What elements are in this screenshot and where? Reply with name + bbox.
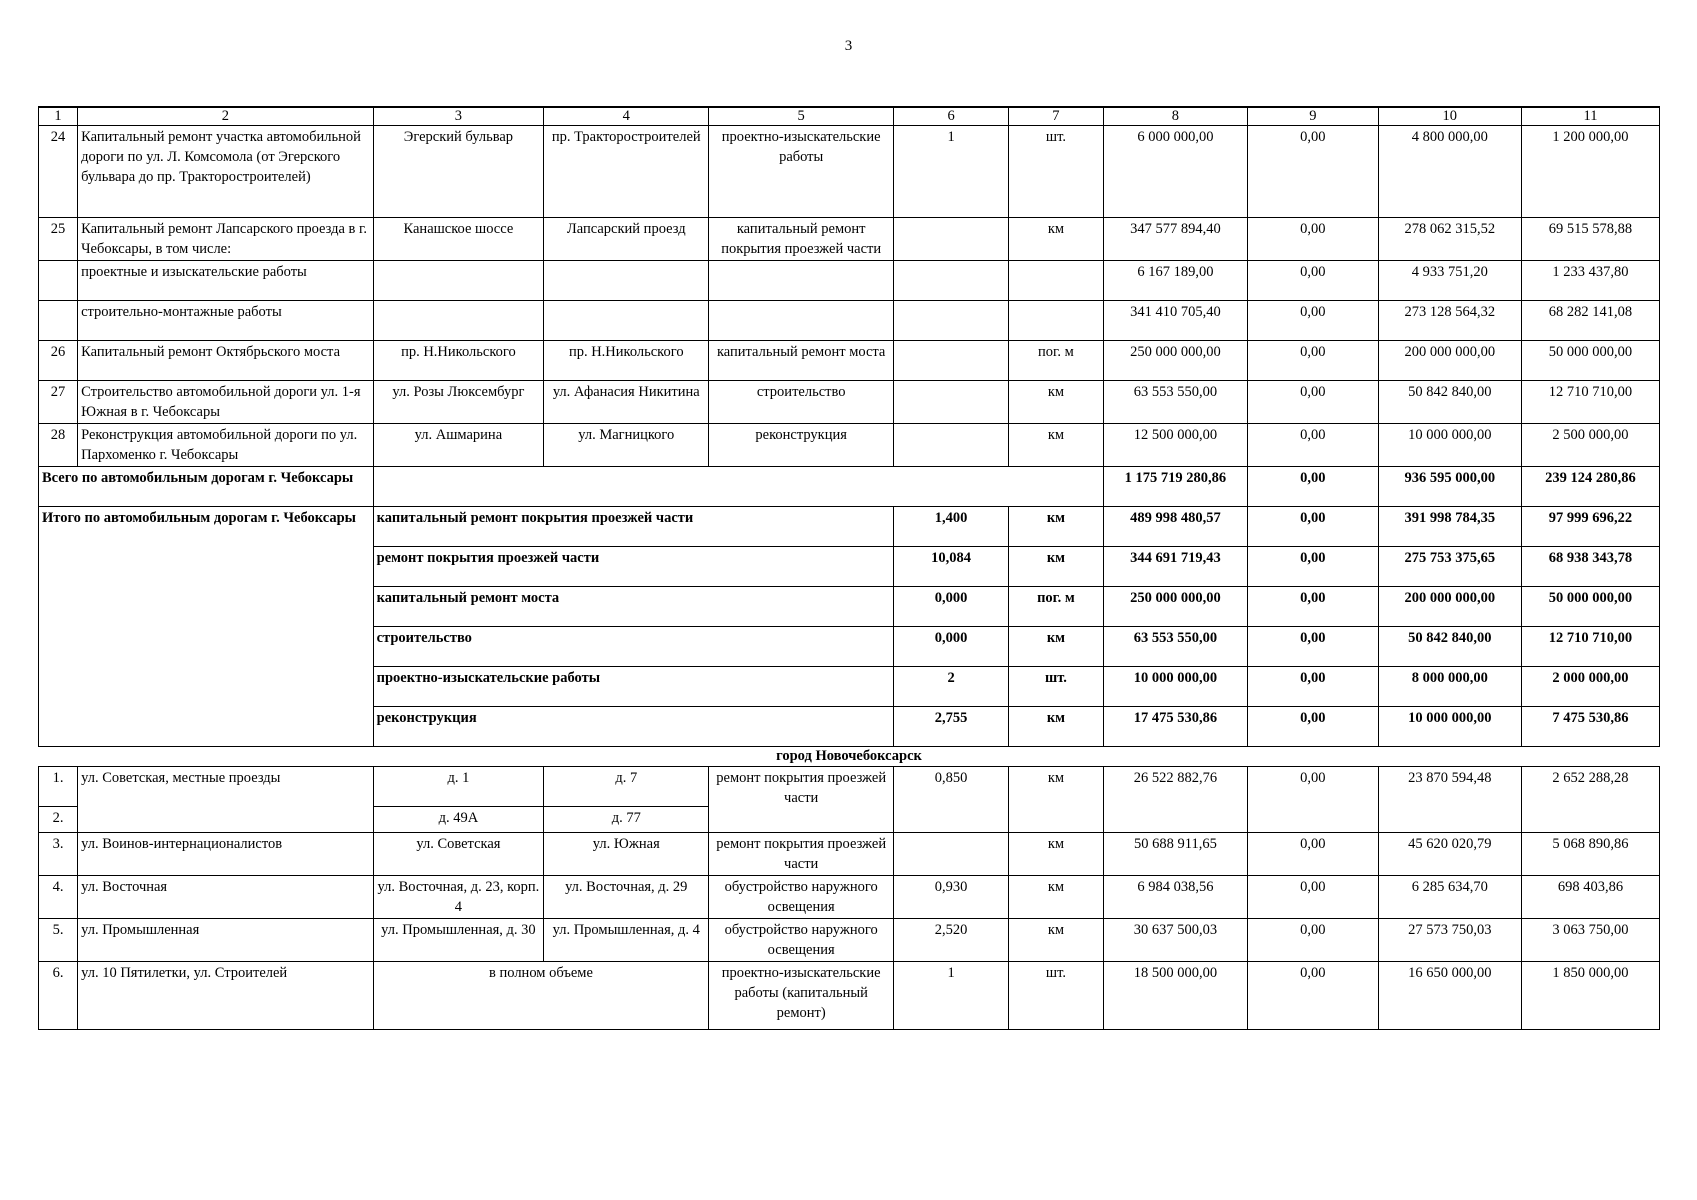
row-number: 3. xyxy=(39,833,78,876)
col9-amount: 0,00 xyxy=(1248,301,1378,341)
unit: км xyxy=(1009,833,1104,876)
total-amount: 17 475 530,86 xyxy=(1103,707,1247,747)
end-point: пр. Н.Никольского xyxy=(544,341,709,381)
city-name: город Новочебоксарск xyxy=(39,747,1660,767)
summary-work-type: ремонт покрытия проезжей части xyxy=(373,547,893,587)
quantity: 1,400 xyxy=(894,507,1009,547)
col10-amount: 4 933 751,20 xyxy=(1378,261,1521,301)
col9-amount: 0,00 xyxy=(1248,767,1378,833)
col10-amount: 275 753 375,65 xyxy=(1378,547,1521,587)
quantity xyxy=(894,218,1009,261)
total-amount: 250 000 000,00 xyxy=(1103,587,1247,627)
col9-amount: 0,00 xyxy=(1248,627,1378,667)
unit: шт. xyxy=(1009,667,1104,707)
work-type: капитальный ремонт моста xyxy=(709,341,894,381)
col11-amount: 97 999 696,22 xyxy=(1521,507,1659,547)
work-type: строительство xyxy=(709,381,894,424)
total-amount: 347 577 894,40 xyxy=(1103,218,1247,261)
col9-amount: 0,00 xyxy=(1248,962,1378,1030)
work-type: капитальный ремонт покрытия проезжей части xyxy=(709,218,894,261)
column-number-row xyxy=(39,107,1660,126)
quantity: 2,755 xyxy=(894,707,1009,747)
total-amount: 344 691 719,43 xyxy=(1103,547,1247,587)
col9-amount: 0,00 xyxy=(1248,341,1378,381)
end-point: Лапсарский проезд xyxy=(544,218,709,261)
table-row xyxy=(39,341,1660,381)
table-row xyxy=(39,424,1660,467)
page-number: 3 xyxy=(844,38,853,54)
col10-amount: 23 870 594,48 xyxy=(1378,767,1521,833)
col11-amount: 68 282 141,08 xyxy=(1521,301,1659,341)
col-header: 11 xyxy=(1521,107,1659,126)
col9-amount: 0,00 xyxy=(1248,547,1378,587)
col10-amount: 200 000 000,00 xyxy=(1378,587,1521,627)
col9-amount: 0,00 xyxy=(1248,381,1378,424)
col9-amount: 0,00 xyxy=(1248,707,1378,747)
object-name: Капитальный ремонт Лапсарского проезда в г. Чебоксары, в том числе: xyxy=(78,218,374,261)
table-row xyxy=(39,833,1660,876)
col10-amount: 10 000 000,00 xyxy=(1378,424,1521,467)
work-type: реконструкция xyxy=(709,424,894,467)
end-point: ул. Афанасия Никитина xyxy=(544,381,709,424)
row-number: 5. xyxy=(39,919,78,962)
col10-amount: 10 000 000,00 xyxy=(1378,707,1521,747)
table-row xyxy=(39,301,1660,341)
col-header: 10 xyxy=(1378,107,1521,126)
object-name: ул. Советская, местные проезды xyxy=(78,767,374,833)
total-amount: 489 998 480,57 xyxy=(1103,507,1247,547)
unit: км xyxy=(1009,627,1104,667)
unit: км xyxy=(1009,218,1104,261)
start-point: Эгерский бульвар xyxy=(373,126,544,218)
col11-amount: 1 200 000,00 xyxy=(1521,126,1659,218)
col11-amount: 239 124 280,86 xyxy=(1521,467,1659,507)
total-amount: 12 500 000,00 xyxy=(1103,424,1247,467)
col10-amount: 936 595 000,00 xyxy=(1378,467,1521,507)
quantity: 0,850 xyxy=(894,767,1009,833)
unit: км xyxy=(1009,767,1104,833)
col10-amount: 4 800 000,00 xyxy=(1378,126,1521,218)
col-header: 9 xyxy=(1248,107,1378,126)
unit: км xyxy=(1009,381,1104,424)
col11-amount: 1 850 000,00 xyxy=(1521,962,1659,1030)
unit: шт. xyxy=(1009,126,1104,218)
col10-amount: 50 842 840,00 xyxy=(1378,381,1521,424)
col11-amount: 69 515 578,88 xyxy=(1521,218,1659,261)
row-number: 4. xyxy=(39,876,78,919)
row-number: 6. xyxy=(39,962,78,1030)
col10-amount: 6 285 634,70 xyxy=(1378,876,1521,919)
col11-amount: 698 403,86 xyxy=(1521,876,1659,919)
unit: шт. xyxy=(1009,962,1104,1030)
quantity: 10,084 xyxy=(894,547,1009,587)
col10-amount: 273 128 564,32 xyxy=(1378,301,1521,341)
col9-amount: 0,00 xyxy=(1248,667,1378,707)
col11-amount: 12 710 710,00 xyxy=(1521,627,1659,667)
col10-amount: 16 650 000,00 xyxy=(1378,962,1521,1030)
total-amount: 250 000 000,00 xyxy=(1103,341,1247,381)
col9-amount: 0,00 xyxy=(1248,876,1378,919)
end-point: ул. Южная xyxy=(544,833,709,876)
col10-amount: 391 998 784,35 xyxy=(1378,507,1521,547)
col10-amount: 278 062 315,52 xyxy=(1378,218,1521,261)
work-type: проектно-изыскательские работы (капитальный ремонт) xyxy=(709,962,894,1030)
table-row xyxy=(39,381,1660,424)
quantity: 1 xyxy=(894,962,1009,1030)
row-number: 27 xyxy=(39,381,78,424)
start-point: ул. Розы Люксембург xyxy=(373,381,544,424)
col-header: 7 xyxy=(1009,107,1104,126)
quantity xyxy=(894,381,1009,424)
unit: км xyxy=(1009,547,1104,587)
object-name: Строительство автомобильной дороги ул. 1-я Южная в г. Чебоксары xyxy=(78,381,374,424)
table-row xyxy=(39,962,1660,1030)
budget-table xyxy=(38,106,1660,1030)
col9-amount: 0,00 xyxy=(1248,587,1378,627)
quantity: 2 xyxy=(894,667,1009,707)
quantity: 2,520 xyxy=(894,919,1009,962)
start-point: ул. Восточная, д. 23, корп. 4 xyxy=(373,876,544,919)
end-point: д. 7 xyxy=(544,767,709,807)
row-number: 28 xyxy=(39,424,78,467)
col10-amount: 45 620 020,79 xyxy=(1378,833,1521,876)
table-row xyxy=(39,126,1660,218)
object-name: ул. Воинов-интернационалистов xyxy=(78,833,374,876)
city-section-header xyxy=(39,747,1660,767)
quantity: 0,000 xyxy=(894,587,1009,627)
col11-amount: 68 938 343,78 xyxy=(1521,547,1659,587)
end-point: пр. Тракторостроителей xyxy=(544,126,709,218)
total-amount: 30 637 500,03 xyxy=(1103,919,1247,962)
scope: в полном объеме xyxy=(373,962,709,1030)
end-point: ул. Восточная, д. 29 xyxy=(544,876,709,919)
unit: км xyxy=(1009,707,1104,747)
row-number: 25 xyxy=(39,218,78,261)
row-number: 26 xyxy=(39,341,78,381)
object-name: проектные и изыскательские работы xyxy=(78,261,374,301)
work-type: проектно-изыскательские работы xyxy=(709,126,894,218)
col11-amount: 12 710 710,00 xyxy=(1521,381,1659,424)
col-header: 5 xyxy=(709,107,894,126)
object-name: строительно-монтажные работы xyxy=(78,301,374,341)
col9-amount: 0,00 xyxy=(1248,833,1378,876)
work-type: ремонт покрытия проезжей части xyxy=(709,833,894,876)
table-row xyxy=(39,919,1660,962)
col9-amount: 0,00 xyxy=(1248,424,1378,467)
total-amount: 63 553 550,00 xyxy=(1103,381,1247,424)
col11-amount: 7 475 530,86 xyxy=(1521,707,1659,747)
col10-amount: 200 000 000,00 xyxy=(1378,341,1521,381)
summary-work-type: капитальный ремонт покрытия проезжей части xyxy=(373,507,893,547)
col9-amount: 0,00 xyxy=(1248,218,1378,261)
summary-work-type: реконструкция xyxy=(373,707,893,747)
start-point: пр. Н.Никольского xyxy=(373,341,544,381)
summary-work-type: проектно-изыскательские работы xyxy=(373,667,893,707)
total-amount: 341 410 705,40 xyxy=(1103,301,1247,341)
unit: км xyxy=(1009,424,1104,467)
col9-amount: 0,00 xyxy=(1248,467,1378,507)
object-name: ул. Промышленная xyxy=(78,919,374,962)
col11-amount: 2 652 288,28 xyxy=(1521,767,1659,833)
work-type: обустройство наружного освещения xyxy=(709,919,894,962)
end-point: ул. Промышленная, д. 4 xyxy=(544,919,709,962)
quantity: 1 xyxy=(894,126,1009,218)
object-name: Капитальный ремонт Октябрьского моста xyxy=(78,341,374,381)
col11-amount: 2 000 000,00 xyxy=(1521,667,1659,707)
unit: км xyxy=(1009,876,1104,919)
col-header: 1 xyxy=(39,107,78,126)
summary-row xyxy=(39,507,1660,547)
row-number: 2. xyxy=(39,807,78,833)
work-type: ремонт покрытия проезжей части xyxy=(709,767,894,833)
col9-amount: 0,00 xyxy=(1248,919,1378,962)
total-amount: 10 000 000,00 xyxy=(1103,667,1247,707)
start-point: д. 1 xyxy=(373,767,544,807)
col10-amount: 8 000 000,00 xyxy=(1378,667,1521,707)
work-type: обустройство наружного освещения xyxy=(709,876,894,919)
col11-amount: 1 233 437,80 xyxy=(1521,261,1659,301)
unit: км xyxy=(1009,919,1104,962)
total-amount: 6 167 189,00 xyxy=(1103,261,1247,301)
object-name: Реконструкция автомобильной дороги по ул. Пархоменко г. Чебоксары xyxy=(78,424,374,467)
object-name: ул. Восточная xyxy=(78,876,374,919)
col11-amount: 3 063 750,00 xyxy=(1521,919,1659,962)
summary-work-type: строительство xyxy=(373,627,893,667)
unit: пог. м xyxy=(1009,341,1104,381)
quantity xyxy=(894,833,1009,876)
quantity: 0,000 xyxy=(894,627,1009,667)
col-header: 3 xyxy=(373,107,544,126)
col9-amount: 0,00 xyxy=(1248,507,1378,547)
table-row xyxy=(39,218,1660,261)
total-amount: 63 553 550,00 xyxy=(1103,627,1247,667)
col10-amount: 50 842 840,00 xyxy=(1378,627,1521,667)
col9-amount: 0,00 xyxy=(1248,261,1378,301)
col11-amount: 2 500 000,00 xyxy=(1521,424,1659,467)
start-point: д. 49А xyxy=(373,807,544,833)
total-amount: 6 000 000,00 xyxy=(1103,126,1247,218)
quantity xyxy=(894,424,1009,467)
end-point: д. 77 xyxy=(544,807,709,833)
table-row xyxy=(39,261,1660,301)
start-point: ул. Промышленная, д. 30 xyxy=(373,919,544,962)
quantity xyxy=(894,341,1009,381)
col-header: 4 xyxy=(544,107,709,126)
start-point: ул. Ашмарина xyxy=(373,424,544,467)
col11-amount: 50 000 000,00 xyxy=(1521,341,1659,381)
col10-amount: 27 573 750,03 xyxy=(1378,919,1521,962)
col11-amount: 50 000 000,00 xyxy=(1521,587,1659,627)
object-name: ул. 10 Пятилетки, ул. Строителей xyxy=(78,962,374,1030)
row-number: 24 xyxy=(39,126,78,218)
grand-total-label: Всего по автомобильным дорогам г. Чебоксары xyxy=(39,467,374,507)
col-header: 8 xyxy=(1103,107,1247,126)
total-amount: 26 522 882,76 xyxy=(1103,767,1247,833)
quantity: 0,930 xyxy=(894,876,1009,919)
total-amount: 1 175 719 280,86 xyxy=(1103,467,1247,507)
end-point: ул. Магницкого xyxy=(544,424,709,467)
row-number: 1. xyxy=(39,767,78,807)
total-amount: 50 688 911,65 xyxy=(1103,833,1247,876)
table-row xyxy=(39,876,1660,919)
grand-total-row xyxy=(39,467,1660,507)
summary-work-type: капитальный ремонт моста xyxy=(373,587,893,627)
col-header: 6 xyxy=(894,107,1009,126)
object-name: Капитальный ремонт участка автомобильной дороги по ул. Л. Комсомола (от Эгерского бульвара до пр. Тракторостроителей) xyxy=(78,126,374,218)
start-point: Канашское шоссе xyxy=(373,218,544,261)
unit: пог. м xyxy=(1009,587,1104,627)
start-point: ул. Советская xyxy=(373,833,544,876)
total-amount: 6 984 038,56 xyxy=(1103,876,1247,919)
unit: км xyxy=(1009,507,1104,547)
col11-amount: 5 068 890,86 xyxy=(1521,833,1659,876)
summary-label: Итого по автомобильным дорогам г. Чебоксары xyxy=(39,507,374,747)
total-amount: 18 500 000,00 xyxy=(1103,962,1247,1030)
table-row xyxy=(39,767,1660,807)
col9-amount: 0,00 xyxy=(1248,126,1378,218)
col-header: 2 xyxy=(78,107,374,126)
